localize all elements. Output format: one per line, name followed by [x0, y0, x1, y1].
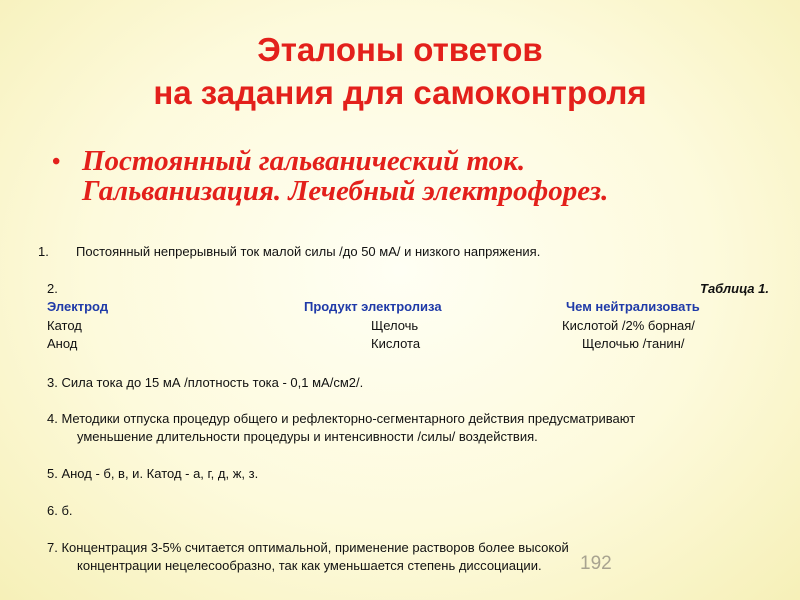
answer-6: 6. б.	[47, 503, 73, 518]
answer-3: 3. Сила тока до 15 мА /плотность тока - 0,1 мА/см2/.	[47, 375, 364, 390]
answer-1-number: 1.	[38, 244, 49, 259]
page-number: 192	[580, 553, 612, 574]
answer-5: 5. Анод - б, в, и. Катод - а, г, д, ж, з.	[47, 466, 259, 481]
table-cell: Щелочь	[371, 318, 419, 333]
answer-1	[38, 244, 540, 260]
table-header-neutralize: Чем нейтрализовать	[566, 299, 700, 314]
table-header-electrode: Электрод	[47, 299, 109, 314]
table-cell: Катод	[47, 318, 82, 333]
table-cell: Анод	[47, 336, 78, 351]
answer-4-line-2: уменьшение длительности процедуры и интенсивности /силы/ воздействия.	[77, 429, 538, 444]
subtitle-line-2: Гальванизация. Лечебный электрофорез.	[82, 175, 609, 207]
answer-7-line-1: 7. Концентрация 3-5% считается оптимальной, применение растворов более высокой	[47, 540, 569, 555]
bullet-icon: •	[52, 149, 61, 175]
answer-7-line-2: концентрации нецелесообразно, так как уменьшается степень диссоциации.	[77, 558, 542, 573]
answer-1-text: Постоянный непрерывный ток малой силы /до 50 мА/ и низкого напряжения.	[76, 244, 541, 259]
table-cell: Кислотой /2% борная/	[562, 318, 695, 333]
table-header-product: Продукт электролиза	[304, 299, 442, 314]
title-line-2: на задания для самоконтроля	[153, 74, 647, 111]
subtitle	[52, 146, 772, 206]
title-line-1: Эталоны ответов	[257, 31, 543, 68]
subtitle-line-1: Постоянный гальванический ток.	[82, 145, 526, 177]
slide-title	[0, 28, 800, 114]
table-caption: Таблица 1.	[700, 281, 769, 296]
answer-4-line-1: 4. Методики отпуска процедур общего и рефлекторно-сегментарного действия предусматривают	[47, 411, 636, 426]
table-cell: Щелочью /танин/	[582, 336, 685, 351]
answer-2-number: 2.	[47, 281, 58, 296]
table-cell: Кислота	[371, 336, 421, 351]
